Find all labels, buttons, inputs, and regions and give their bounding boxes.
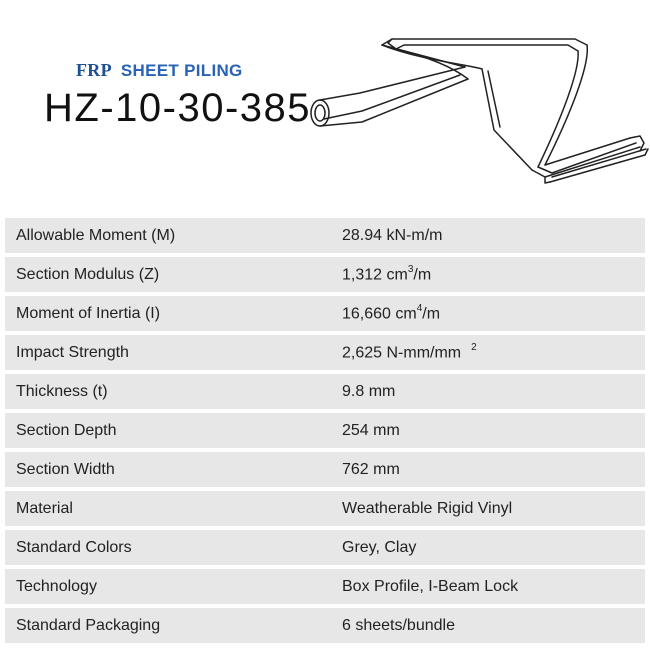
spec-row-technology: [5, 569, 645, 604]
spec-row-standard-packaging: [5, 608, 645, 643]
spec-row-material: [5, 491, 645, 526]
spec-row-section-modulus: [5, 257, 645, 292]
spec-value-exponent: 3: [407, 263, 414, 275]
spec-value: [330, 343, 645, 362]
spec-label: Allowable Moment (M): [16, 226, 176, 244]
spec-value: [330, 304, 645, 323]
spec-label: Standard Packaging: [16, 616, 161, 634]
spec-label: Section Depth: [16, 421, 117, 439]
spec-value: 254 mm: [342, 421, 400, 439]
spec-row-moment-of-inertia: [5, 296, 645, 331]
brand-label: FRP: [76, 60, 112, 80]
spec-value-suffix: /m: [413, 266, 432, 284]
product-type-label: SHEET PILING: [120, 61, 243, 80]
spec-label: Section Width: [16, 460, 115, 478]
spec-label: Technology: [16, 577, 97, 595]
spec-label: Material: [16, 499, 73, 517]
spec-value-suffix: /m: [422, 305, 441, 323]
product-subtitle: [76, 60, 243, 81]
spec-value: 762 mm: [342, 460, 400, 478]
spec-value: Grey, Clay: [342, 538, 417, 556]
spec-value: 6 sheets/bundle: [342, 616, 455, 634]
header: [0, 0, 650, 215]
spec-label: Thickness (t): [16, 382, 108, 400]
spec-label: Standard Colors: [16, 538, 132, 556]
spec-value: [330, 265, 645, 284]
spec-label: Impact Strength: [16, 343, 129, 361]
spec-value-exponent: 2: [471, 341, 477, 353]
sheet-pile-profile-illustration: [300, 5, 650, 210]
spec-label: Moment of Inertia (I): [16, 304, 161, 322]
spec-row-section-width: [5, 452, 645, 487]
spec-row-section-depth: [5, 413, 645, 448]
spec-value: Weatherable Rigid Vinyl: [342, 499, 513, 517]
spec-value-main: 2,625 N-mm/mm: [342, 344, 462, 362]
spec-row-allowable-moment: [5, 218, 645, 253]
spec-value: 9.8 mm: [342, 382, 396, 400]
spec-value: 28.94 kN-m/m: [342, 226, 443, 244]
spec-value-main: 1,312 cm: [342, 266, 408, 284]
spec-row-thickness: [5, 374, 645, 409]
specifications-table: [5, 218, 645, 647]
spec-label: Section Modulus (Z): [16, 265, 160, 283]
model-title: HZ-10-30-385: [44, 86, 312, 130]
spec-value-exponent: 4: [416, 302, 423, 314]
spec-row-standard-colors: [5, 530, 645, 565]
spec-row-impact-strength: [5, 335, 645, 370]
spec-value-main: 16,660 cm: [342, 305, 417, 323]
spec-value: Box Profile, I-Beam Lock: [342, 577, 519, 595]
